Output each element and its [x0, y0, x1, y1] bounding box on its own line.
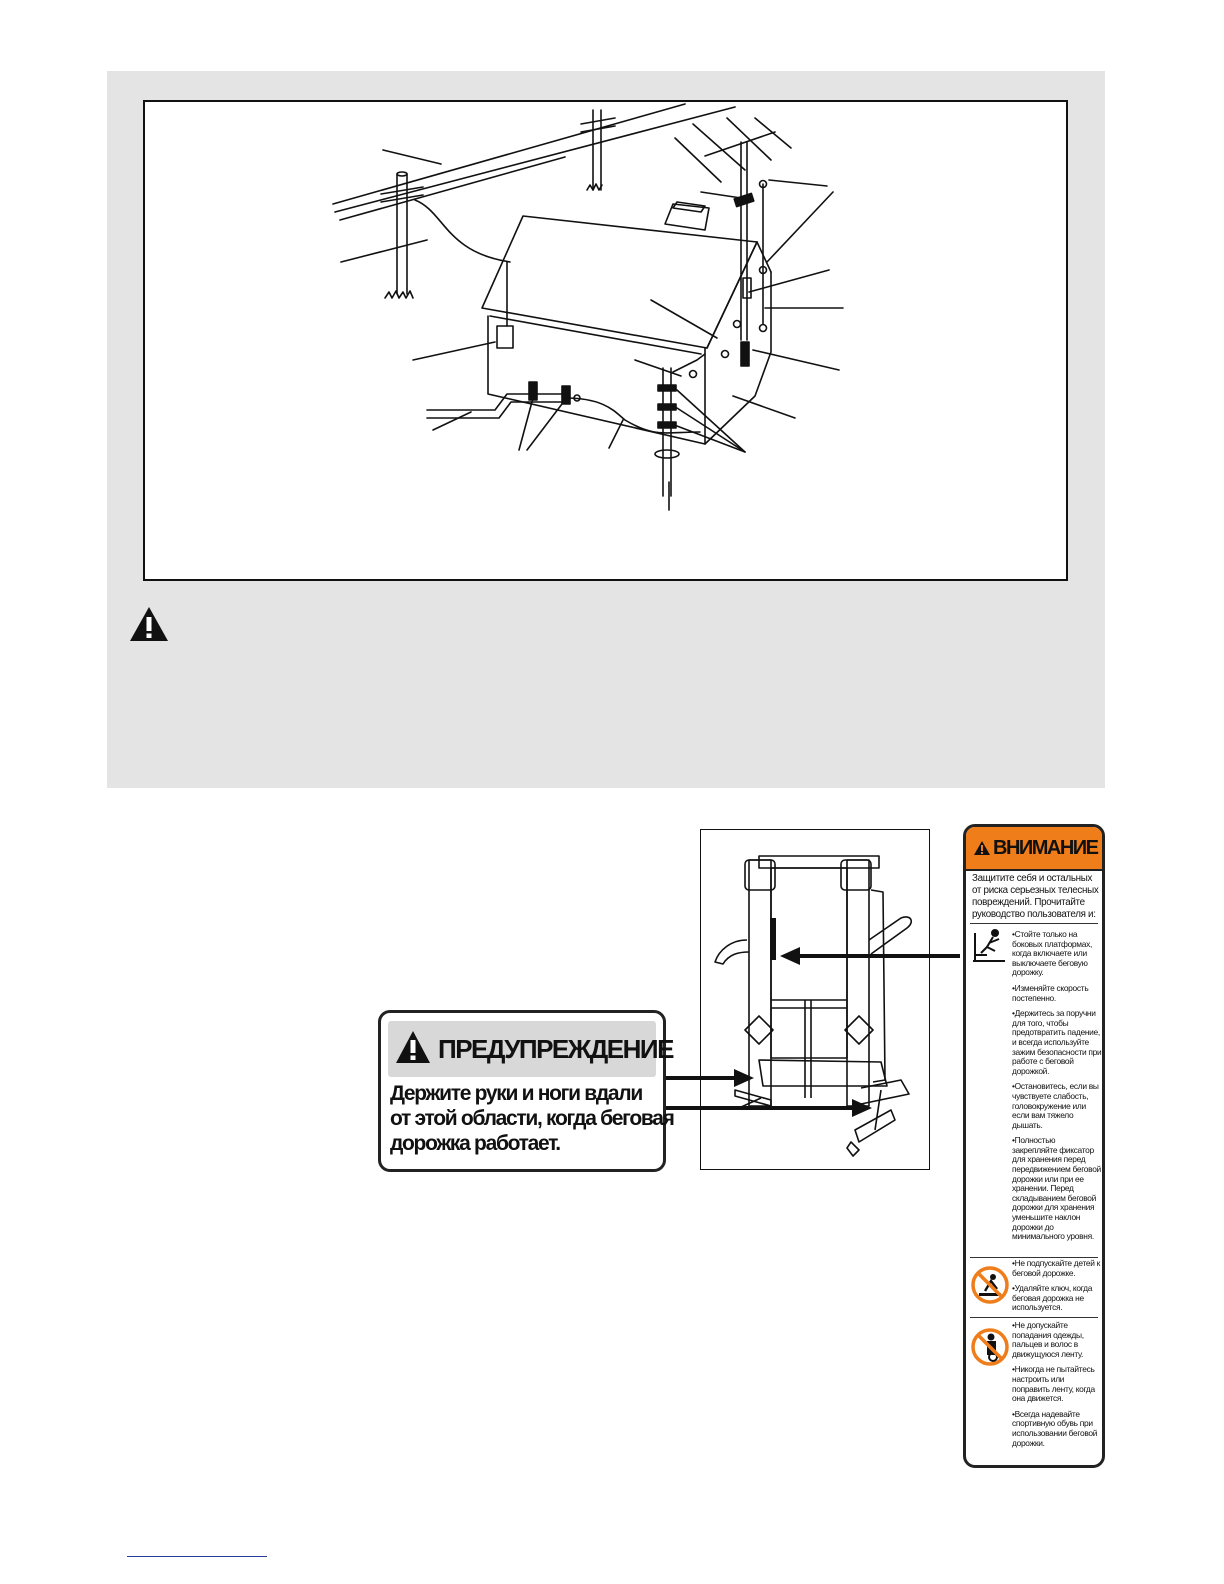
caution-item: •Удаляйте ключ, когда беговая дорожка не используется. [1012, 1283, 1093, 1313]
caution-intro: Защитите себя и остальных от риска серьезных телесных повреждений. Прочитайте руководство пользователя и: [972, 873, 1099, 920]
warning-label-title: ПРЕДУПРЕЖДЕНИЕ [438, 1034, 673, 1064]
hair-entanglement-icon [971, 1323, 1009, 1375]
warning-triangle-icon [128, 605, 170, 643]
divider [970, 1317, 1098, 1318]
warning-label-header [388, 1021, 673, 1077]
caution-item: •Стойте только на боковых платформах, когда включаете или выключаете беговую дорожку. [1012, 929, 1093, 978]
footer-rule [127, 1556, 267, 1557]
warning-line: дорожка работает. [390, 1132, 560, 1155]
label-arrows [660, 940, 970, 1120]
person-falling-icon [971, 925, 1007, 965]
caution-item: •Никогда не пытайтесь настроить или поправить ленту, когда она движется. [1012, 1364, 1095, 1404]
warning-triangle-icon [394, 1029, 432, 1065]
caution-item: •Держитесь за поручни для того, чтобы предотвратить падение, и всегда используйте зажим безопасности при работе с беговой дорожкой. [1012, 1008, 1102, 1076]
caution-section-3 [1012, 1321, 1102, 1454]
caution-label [963, 824, 1105, 1468]
divider [970, 923, 1098, 924]
caution-section-2 [1012, 1259, 1102, 1319]
caution-item: •Изменяйте скорость постепенно. [1012, 982, 1089, 1003]
caution-item: •Полностью закрепляйте фиксатор для хранения перед передвижением беговой дорожки или при ее хранении. Перед складыванием беговой дорожки для хранения уменьшите наклон дорожки до минимального уровня. [1012, 1135, 1101, 1242]
caution-label-title: ВНИМАНИЕ [993, 837, 1098, 859]
warning-label [378, 1010, 674, 1172]
caution-item: •Не подпускайте детей к беговой дорожке. [1012, 1258, 1101, 1278]
warning-line: от этой области, когда беговая [390, 1107, 674, 1130]
caution-item: •Всегда надевайте спортивную обувь при использовании беговой дорожки. [1012, 1408, 1098, 1448]
warning-label-text [390, 1081, 674, 1156]
caution-item: •Не допускайте попадания одежды, пальцев и волос в движущуюся ленту. [1012, 1320, 1084, 1359]
caution-label-header [966, 827, 1102, 871]
caution-item: •Остановитесь, если вы чувствуете слабость, головокружение или если вам тяжело дышать. [1012, 1081, 1099, 1130]
warning-triangle-icon [973, 840, 991, 856]
warning-line: Держите руки и ноги вдали [390, 1082, 642, 1105]
house-grounding-illustration [145, 102, 1070, 583]
no-children-icon [971, 1263, 1009, 1315]
caution-section-1 [1012, 930, 1102, 1248]
grounding-diagram [143, 100, 1068, 581]
